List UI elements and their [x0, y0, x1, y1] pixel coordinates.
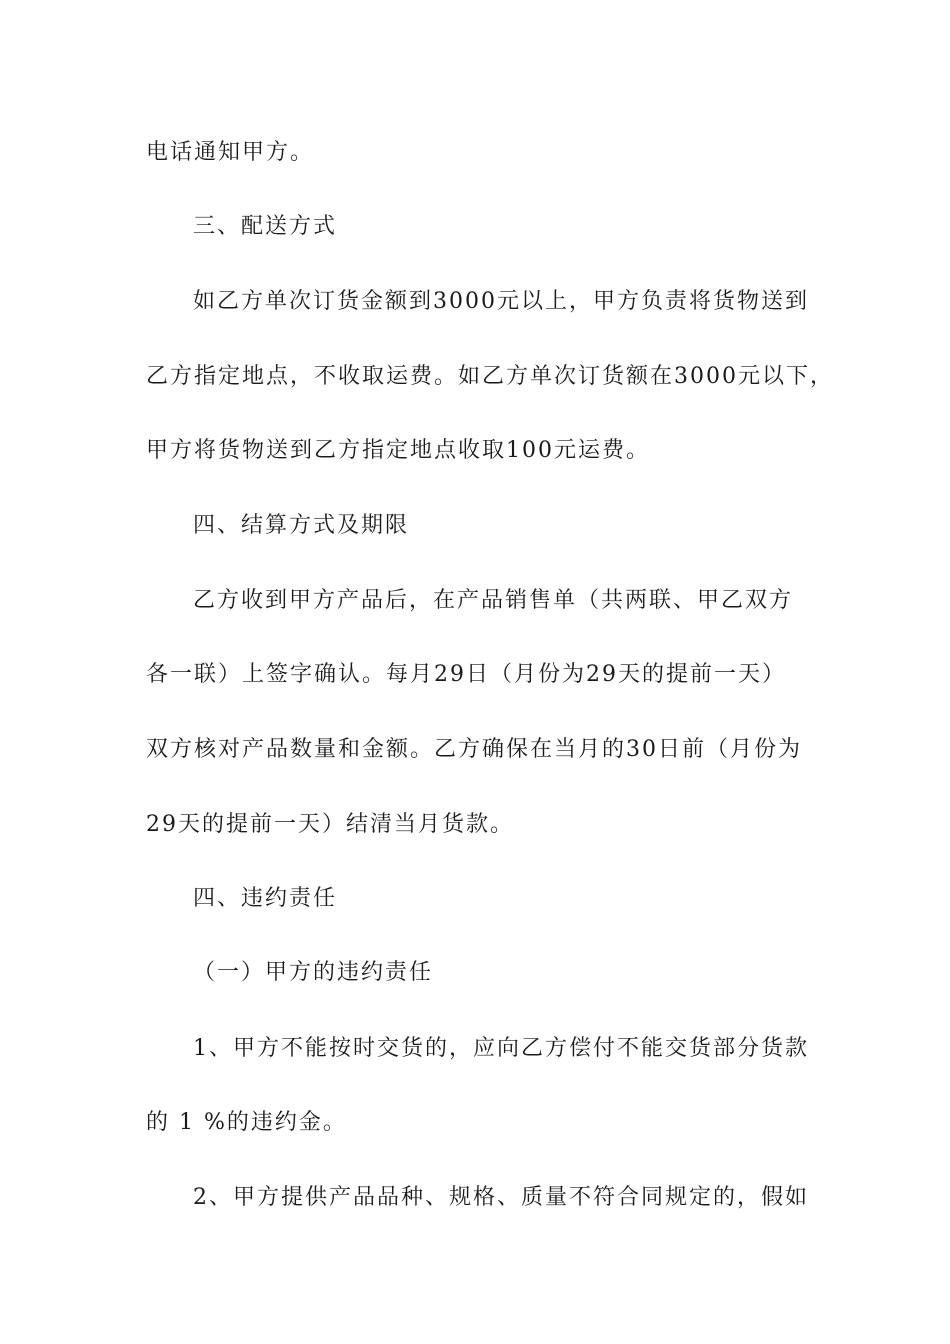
paragraph-line: 乙方收到甲方产品后，在产品销售单（共两联、甲乙双方 — [193, 588, 794, 613]
section-heading-liability: 四、违约责任 — [193, 886, 338, 911]
subsection-heading-party-a: （一）甲方的违约责任 — [193, 960, 434, 985]
paragraph-line: 29天的提前一天）结清当月货款。 — [146, 812, 514, 837]
paragraph-line: 甲方将货物送到乙方指定地点收取100元运费。 — [146, 438, 650, 463]
paragraph-line: 如乙方单次订货金额到3000元以上，甲方负责将货物送到 — [193, 289, 809, 314]
paragraph-line: 乙方指定地点，不收取运费。如乙方单次订货额在3000元以下， — [146, 364, 834, 389]
paragraph-line: 双方核对产品数量和金额。乙方确保在当月的30日前（月份为 — [146, 737, 802, 762]
paragraph-line: 各一联）上签字确认。每月29日（月份为29天的提前一天） — [146, 662, 786, 687]
paragraph-line: 1、甲方不能按时交货的，应向乙方偿付不能交货部分货款 — [193, 1036, 809, 1061]
section-heading-delivery: 三、配送方式 — [193, 214, 338, 239]
paragraph-line: 的 1 %的违约金。 — [146, 1110, 347, 1135]
paragraph-line: 电话通知甲方。 — [146, 140, 315, 165]
section-heading-settlement: 四、结算方式及期限 — [193, 513, 410, 538]
paragraph-line: 2、甲方提供产品品种、规格、质量不符合同规定的，假如 — [193, 1185, 809, 1210]
